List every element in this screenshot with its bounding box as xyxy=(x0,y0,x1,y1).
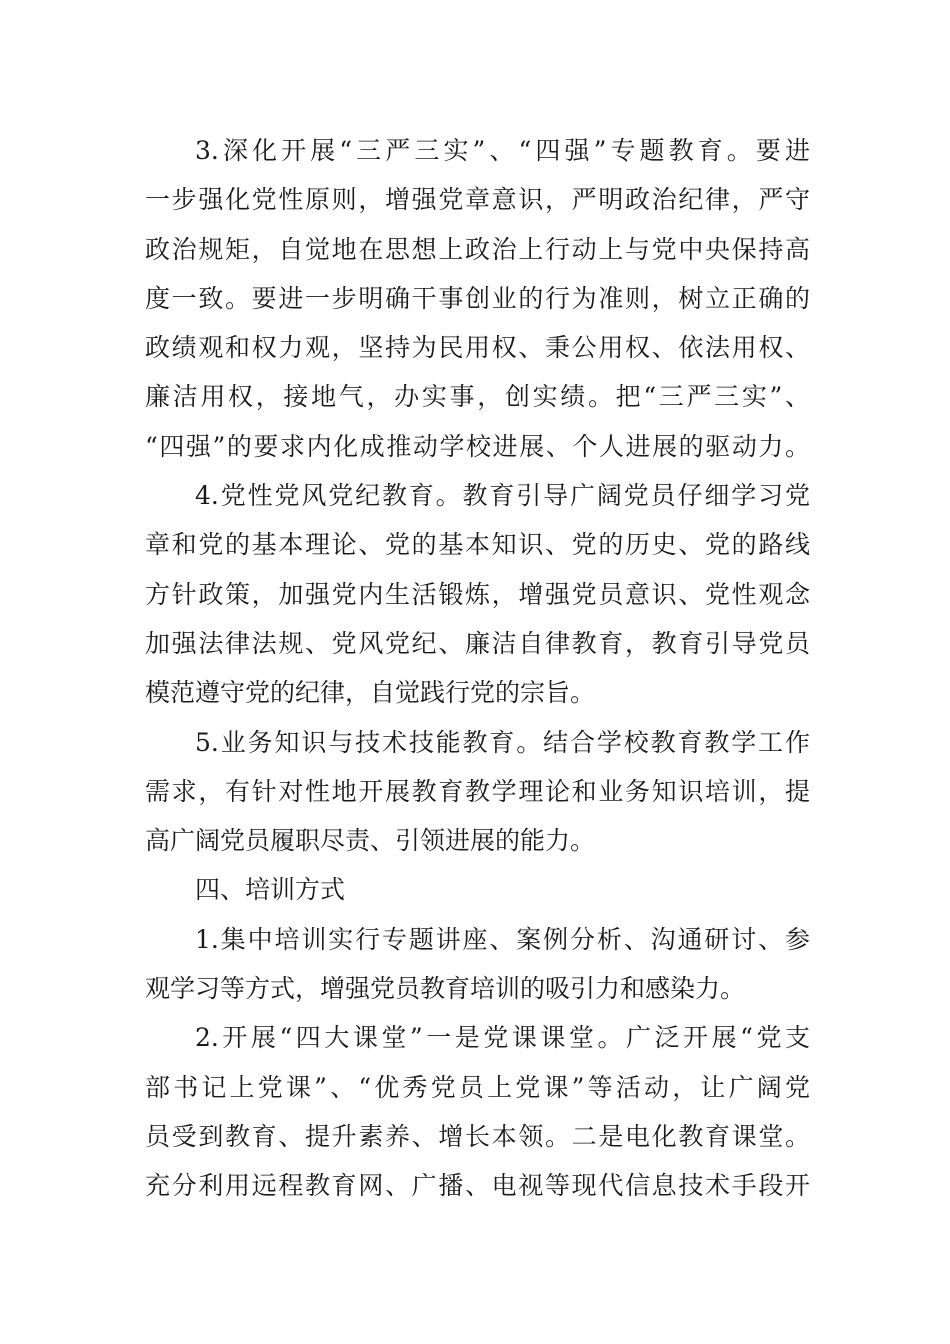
method-2-line-4: 充分利用远程教育网、广播、电视等现代信息技术手段开 xyxy=(145,1171,810,1201)
paragraph-4-line-3: 方针政策，加强党内生活锻炼，增强党员意识、党性观念 xyxy=(145,579,810,609)
paragraph-3-line-4: 度一致。要进一步明确干事创业的行为准则，树立正确的 xyxy=(145,283,810,313)
paragraph-5-line-3: 高广阔党员履职尽责、引领进展的能力。 xyxy=(145,826,596,856)
method-2-line-2: 部书记上党课”、“优秀党员上党课”等活动，让广阔党 xyxy=(145,1072,810,1102)
method-1-line-2: 观学习等方式，增强党员教育培训的吸引力和感染力。 xyxy=(145,974,746,1004)
paragraph-5-line-2: 需求，有针对性地开展教育教学理论和业务知识培训，提 xyxy=(145,776,810,806)
paragraph-4-line-5: 模范遵守党的纪律，自觉践行党的宗旨。 xyxy=(145,678,596,708)
paragraph-3-line-7: “四强”的要求内化成推动学校进展、个人进展的驱动力。 xyxy=(145,431,810,461)
section-heading-training-methods: 四、培训方式 xyxy=(195,875,346,905)
paragraph-3-line-3: 政治规矩，自觉地在思想上政治上行动上与党中央保持高 xyxy=(145,234,810,264)
paragraph-3-line-5: 政绩观和权力观，坚持为民用权、秉公用权、依法用权、 xyxy=(145,333,810,363)
method-2-line-3: 员受到教育、提升素养、增长本领。二是电化教育课堂。 xyxy=(145,1121,810,1151)
paragraph-3-line-2: 一步强化党性原则，增强党章意识，严明政治纪律，严守 xyxy=(145,185,810,215)
paragraph-3-line-1: 3.深化开展“三严三实”、“四强”专题教育。要进 xyxy=(195,136,810,165)
paragraph-4-line-2: 章和党的基本理论、党的基本知识、党的历史、党的路线 xyxy=(145,530,810,560)
paragraph-5-line-1: 5.业务知识与技术技能教育。结合学校教育教学工作 xyxy=(195,727,810,757)
paragraph-4-line-1: 4.党性党风党纪教育。教育引导广阔党员仔细学习党 xyxy=(195,481,810,511)
method-1-line-1: 1.集中培训实行专题讲座、案例分析、沟通研讨、参 xyxy=(195,924,810,954)
method-2-line-1: 2.开展“四大课堂”一是党课课堂。广泛开展“党支 xyxy=(195,1023,810,1053)
paragraph-3-line-6: 廉洁用权，接地气，办实事，创实绩。把“三严三实”、 xyxy=(145,382,810,412)
document-body xyxy=(145,126,810,1211)
paragraph-4-line-4: 加强法律法规、党风党纪、廉洁自律教育，教育引导党员 xyxy=(145,628,810,658)
